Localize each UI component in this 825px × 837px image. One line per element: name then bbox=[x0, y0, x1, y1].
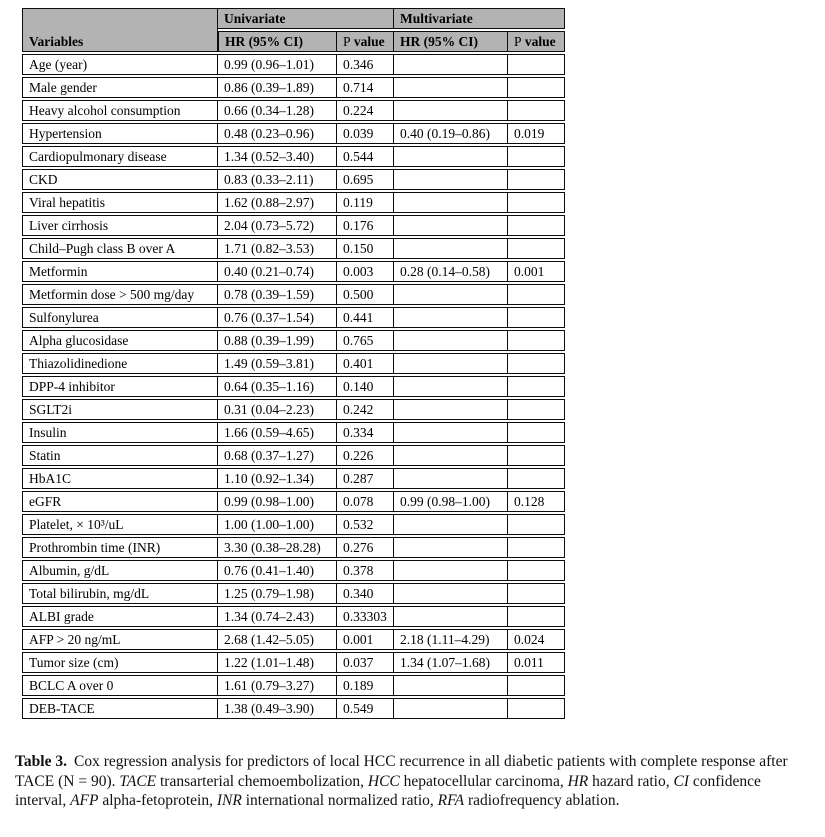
multivariate-p-cell: 0.011 bbox=[508, 652, 565, 673]
multivariate-hr-cell bbox=[394, 445, 508, 466]
variable-cell: ALBI grade bbox=[22, 606, 218, 627]
multivariate-hr-cell bbox=[394, 514, 508, 535]
multivariate-hr-cell: 0.99 (0.98–1.00) bbox=[394, 491, 508, 512]
table-row bbox=[22, 261, 565, 282]
univariate-p-cell: 0.242 bbox=[337, 399, 394, 420]
header-group-row bbox=[22, 8, 565, 29]
univariate-p-cell: 0.078 bbox=[337, 491, 394, 512]
multivariate-hr-cell bbox=[394, 537, 508, 558]
table-row bbox=[22, 422, 565, 443]
univariate-hr-cell: 0.78 (0.39–1.59) bbox=[218, 284, 337, 305]
variable-cell: Thiazolidinedione bbox=[22, 353, 218, 374]
variable-cell: Prothrombin time (INR) bbox=[22, 537, 218, 558]
multivariate-p-cell bbox=[508, 606, 565, 627]
multivariate-p-cell bbox=[508, 445, 565, 466]
univariate-p-cell: 0.037 bbox=[337, 652, 394, 673]
multivariate-hr-cell bbox=[394, 376, 508, 397]
multivariate-hr-cell: 2.18 (1.11–4.29) bbox=[394, 629, 508, 650]
variable-cell: CKD bbox=[22, 169, 218, 190]
univariate-p-cell: 0.003 bbox=[337, 261, 394, 282]
multivariate-hr-cell bbox=[394, 583, 508, 604]
multivariate-hr-cell: 0.28 (0.14–0.58) bbox=[394, 261, 508, 282]
caption-label: Table 3. bbox=[15, 753, 67, 770]
multivariate-hr-cell bbox=[394, 100, 508, 121]
univariate-p-cell: 0.001 bbox=[337, 629, 394, 650]
variable-cell: Statin bbox=[22, 445, 218, 466]
univariate-p-cell: 0.340 bbox=[337, 583, 394, 604]
variable-cell: Albumin, g/dL bbox=[22, 560, 218, 581]
multivariate-p-cell bbox=[508, 307, 565, 328]
univariate-hr-cell: 0.48 (0.23–0.96) bbox=[218, 123, 337, 144]
multivariate-p-cell bbox=[508, 192, 565, 213]
multivariate-hr-cell bbox=[394, 215, 508, 236]
p-letter: P bbox=[343, 34, 351, 49]
table-row bbox=[22, 606, 565, 627]
table-body bbox=[22, 54, 565, 719]
univariate-p-cell: 0.33303 bbox=[337, 606, 394, 627]
table-row bbox=[22, 376, 565, 397]
univariate-p-cell: 0.224 bbox=[337, 100, 394, 121]
caption-text: HCC bbox=[367, 772, 400, 790]
univariate-hr-cell: 1.49 (0.59–3.81) bbox=[218, 353, 337, 374]
univariate-p-cell: 0.765 bbox=[337, 330, 394, 351]
variable-cell: Heavy alcohol consumption bbox=[22, 100, 218, 121]
variable-cell: DEB-TACE bbox=[22, 698, 218, 719]
univariate-hr-cell: 0.86 (0.39–1.89) bbox=[218, 77, 337, 98]
multivariate-p-cell bbox=[508, 698, 565, 719]
variable-cell: Male gender bbox=[22, 77, 218, 98]
univariate-hr-cell: 0.76 (0.37–1.54) bbox=[218, 307, 337, 328]
variable-cell: Hypertension bbox=[22, 123, 218, 144]
caption-text: Cox regression analysis for predictors of local HCC recurrence in all diabetic patients with complete response after TACE (N = 90). bbox=[15, 753, 788, 790]
variable-cell: eGFR bbox=[22, 491, 218, 512]
multivariate-p-cell bbox=[508, 284, 565, 305]
multivariate-hr-cell bbox=[394, 330, 508, 351]
univariate-hr-cell: 0.88 (0.39–1.99) bbox=[218, 330, 337, 351]
table-row bbox=[22, 169, 565, 190]
variable-cell: Age (year) bbox=[22, 54, 218, 75]
univariate-p-cell: 0.176 bbox=[337, 215, 394, 236]
univariate-hr-cell: 0.99 (0.98–1.00) bbox=[218, 491, 337, 512]
table-row bbox=[22, 468, 565, 489]
multivariate-p-cell bbox=[508, 146, 565, 167]
univariate-hr-cell: 0.31 (0.04–2.23) bbox=[218, 399, 337, 420]
table-row bbox=[22, 583, 565, 604]
col-header-univariate-hr: HR (95% CI) bbox=[218, 31, 337, 52]
univariate-hr-cell: 0.40 (0.21–0.74) bbox=[218, 261, 337, 282]
univariate-hr-cell: 1.10 (0.92–1.34) bbox=[218, 468, 337, 489]
table-row bbox=[22, 238, 565, 259]
table-row bbox=[22, 698, 565, 719]
multivariate-p-cell bbox=[508, 100, 565, 121]
univariate-p-cell: 0.441 bbox=[337, 307, 394, 328]
col-header-multivariate-p bbox=[508, 31, 565, 52]
multivariate-hr-cell bbox=[394, 284, 508, 305]
univariate-p-cell: 0.500 bbox=[337, 284, 394, 305]
multivariate-p-cell bbox=[508, 77, 565, 98]
multivariate-p-cell bbox=[508, 468, 565, 489]
variable-cell: Cardiopulmonary disease bbox=[22, 146, 218, 167]
variable-cell: Child–Pugh class B over A bbox=[22, 238, 218, 259]
multivariate-p-cell bbox=[508, 675, 565, 696]
table-row bbox=[22, 629, 565, 650]
multivariate-p-cell bbox=[508, 399, 565, 420]
univariate-hr-cell: 3.30 (0.38–28.28) bbox=[218, 537, 337, 558]
table-row bbox=[22, 123, 565, 144]
univariate-hr-cell: 1.62 (0.88–2.97) bbox=[218, 192, 337, 213]
multivariate-hr-cell bbox=[394, 399, 508, 420]
table-row bbox=[22, 675, 565, 696]
multivariate-hr-cell bbox=[394, 54, 508, 75]
table-row bbox=[22, 514, 565, 535]
multivariate-hr-cell bbox=[394, 353, 508, 374]
table-row bbox=[22, 491, 565, 512]
multivariate-hr-cell bbox=[394, 606, 508, 627]
multivariate-p-cell bbox=[508, 422, 565, 443]
univariate-hr-cell: 0.83 (0.33–2.11) bbox=[218, 169, 337, 190]
caption-text: hazard ratio, bbox=[588, 772, 674, 790]
table-row bbox=[22, 215, 565, 236]
variable-cell: Sulfonylurea bbox=[22, 307, 218, 328]
univariate-hr-cell: 1.34 (0.74–2.43) bbox=[218, 606, 337, 627]
univariate-hr-cell: 1.38 (0.49–3.90) bbox=[218, 698, 337, 719]
univariate-p-cell: 0.189 bbox=[337, 675, 394, 696]
multivariate-p-cell bbox=[508, 215, 565, 236]
univariate-p-cell: 0.346 bbox=[337, 54, 394, 75]
multivariate-p-cell bbox=[508, 169, 565, 190]
table-row bbox=[22, 192, 565, 213]
variable-cell: Insulin bbox=[22, 422, 218, 443]
table-row bbox=[22, 652, 565, 673]
univariate-hr-cell: 0.68 (0.37–1.27) bbox=[218, 445, 337, 466]
caption-text: AFP bbox=[70, 792, 99, 809]
univariate-p-cell: 0.378 bbox=[337, 560, 394, 581]
table-row bbox=[22, 77, 565, 98]
multivariate-p-cell bbox=[508, 376, 565, 397]
variable-cell: Platelet, × 10³/uL bbox=[22, 514, 218, 535]
variable-cell: Metformin dose > 500 mg/day bbox=[22, 284, 218, 305]
table-row bbox=[22, 399, 565, 420]
univariate-hr-cell: 1.22 (1.01–1.48) bbox=[218, 652, 337, 673]
caption-text: INR bbox=[216, 792, 242, 809]
p-letter: P bbox=[514, 34, 522, 49]
multivariate-p-cell: 0.128 bbox=[508, 491, 565, 512]
variable-cell: Liver cirrhosis bbox=[22, 215, 218, 236]
p-word: value bbox=[353, 34, 385, 49]
univariate-p-cell: 0.334 bbox=[337, 422, 394, 443]
univariate-hr-cell: 2.68 (1.42–5.05) bbox=[218, 629, 337, 650]
caption-text: HR bbox=[567, 772, 589, 790]
multivariate-hr-cell bbox=[394, 77, 508, 98]
cox-regression-table bbox=[22, 6, 565, 721]
variable-cell: Total bilirubin, mg/dL bbox=[22, 583, 218, 604]
multivariate-hr-cell bbox=[394, 698, 508, 719]
multivariate-p-cell bbox=[508, 238, 565, 259]
p-word: value bbox=[524, 34, 556, 49]
multivariate-hr-cell bbox=[394, 560, 508, 581]
univariate-hr-cell: 1.71 (0.82–3.53) bbox=[218, 238, 337, 259]
univariate-p-cell: 0.532 bbox=[337, 514, 394, 535]
table-row bbox=[22, 284, 565, 305]
univariate-hr-cell: 1.00 (1.00–1.00) bbox=[218, 514, 337, 535]
multivariate-p-cell bbox=[508, 54, 565, 75]
univariate-p-cell: 0.401 bbox=[337, 353, 394, 374]
univariate-p-cell: 0.287 bbox=[337, 468, 394, 489]
variable-cell: Alpha glucosidase bbox=[22, 330, 218, 351]
univariate-p-cell: 0.226 bbox=[337, 445, 394, 466]
multivariate-hr-cell bbox=[394, 422, 508, 443]
table-header bbox=[22, 8, 565, 52]
col-header-multivariate-hr: HR (95% CI) bbox=[394, 31, 508, 52]
caption-text: transarterial chemoembolization, bbox=[156, 772, 368, 790]
col-header-variables: Variables bbox=[22, 8, 218, 52]
univariate-p-cell: 0.150 bbox=[337, 238, 394, 259]
variable-cell: SGLT2i bbox=[22, 399, 218, 420]
univariate-hr-cell: 0.76 (0.41–1.40) bbox=[218, 560, 337, 581]
table-row bbox=[22, 307, 565, 328]
col-group-univariate: Univariate bbox=[218, 8, 394, 29]
table-row bbox=[22, 54, 565, 75]
table-row bbox=[22, 445, 565, 466]
caption-text: international normalized ratio, bbox=[241, 792, 438, 809]
univariate-hr-cell: 0.99 (0.96–1.01) bbox=[218, 54, 337, 75]
multivariate-hr-cell bbox=[394, 238, 508, 259]
multivariate-hr-cell bbox=[394, 468, 508, 489]
univariate-p-cell: 0.276 bbox=[337, 537, 394, 558]
table-row bbox=[22, 537, 565, 558]
multivariate-hr-cell: 0.40 (0.19–0.86) bbox=[394, 123, 508, 144]
caption-text: hepatocellular carcinoma, bbox=[399, 772, 568, 790]
variable-cell: HbA1C bbox=[22, 468, 218, 489]
variable-cell: Metformin bbox=[22, 261, 218, 282]
univariate-hr-cell: 1.34 (0.52–3.40) bbox=[218, 146, 337, 167]
caption-text: radiofrequency ablation. bbox=[464, 792, 620, 809]
univariate-p-cell: 0.140 bbox=[337, 376, 394, 397]
table-row bbox=[22, 100, 565, 121]
caption-text: RFA bbox=[437, 792, 465, 809]
variable-cell: BCLC A over 0 bbox=[22, 675, 218, 696]
multivariate-hr-cell bbox=[394, 192, 508, 213]
variable-cell: AFP > 20 ng/mL bbox=[22, 629, 218, 650]
table-caption bbox=[15, 752, 811, 811]
table-row bbox=[22, 353, 565, 374]
multivariate-hr-cell bbox=[394, 169, 508, 190]
univariate-hr-cell: 2.04 (0.73–5.72) bbox=[218, 215, 337, 236]
caption-text: CI bbox=[673, 772, 689, 790]
multivariate-hr-cell bbox=[394, 146, 508, 167]
multivariate-p-cell: 0.001 bbox=[508, 261, 565, 282]
multivariate-p-cell: 0.019 bbox=[508, 123, 565, 144]
multivariate-p-cell bbox=[508, 560, 565, 581]
univariate-hr-cell: 0.66 (0.34–1.28) bbox=[218, 100, 337, 121]
univariate-hr-cell: 0.64 (0.35–1.16) bbox=[218, 376, 337, 397]
col-header-univariate-p bbox=[337, 31, 394, 52]
col-group-multivariate: Multivariate bbox=[394, 8, 565, 29]
caption-text: confidence interval, bbox=[15, 772, 761, 809]
multivariate-p-cell bbox=[508, 330, 565, 351]
variable-cell: Tumor size (cm) bbox=[22, 652, 218, 673]
univariate-p-cell: 0.714 bbox=[337, 77, 394, 98]
univariate-p-cell: 0.119 bbox=[337, 192, 394, 213]
caption-text: TACE bbox=[119, 772, 157, 790]
univariate-p-cell: 0.549 bbox=[337, 698, 394, 719]
multivariate-hr-cell bbox=[394, 307, 508, 328]
univariate-hr-cell: 1.66 (0.59–4.65) bbox=[218, 422, 337, 443]
univariate-p-cell: 0.039 bbox=[337, 123, 394, 144]
univariate-hr-cell: 1.61 (0.79–3.27) bbox=[218, 675, 337, 696]
multivariate-p-cell bbox=[508, 353, 565, 374]
multivariate-p-cell bbox=[508, 537, 565, 558]
variable-cell: DPP-4 inhibitor bbox=[22, 376, 218, 397]
caption-text: alpha-fetoprotein, bbox=[98, 792, 217, 809]
variable-cell: Viral hepatitis bbox=[22, 192, 218, 213]
univariate-p-cell: 0.544 bbox=[337, 146, 394, 167]
table-row bbox=[22, 146, 565, 167]
univariate-p-cell: 0.695 bbox=[337, 169, 394, 190]
multivariate-hr-cell: 1.34 (1.07–1.68) bbox=[394, 652, 508, 673]
multivariate-p-cell bbox=[508, 583, 565, 604]
table-row bbox=[22, 330, 565, 351]
multivariate-p-cell bbox=[508, 514, 565, 535]
table-row bbox=[22, 560, 565, 581]
univariate-hr-cell: 1.25 (0.79–1.98) bbox=[218, 583, 337, 604]
multivariate-hr-cell bbox=[394, 675, 508, 696]
multivariate-p-cell: 0.024 bbox=[508, 629, 565, 650]
